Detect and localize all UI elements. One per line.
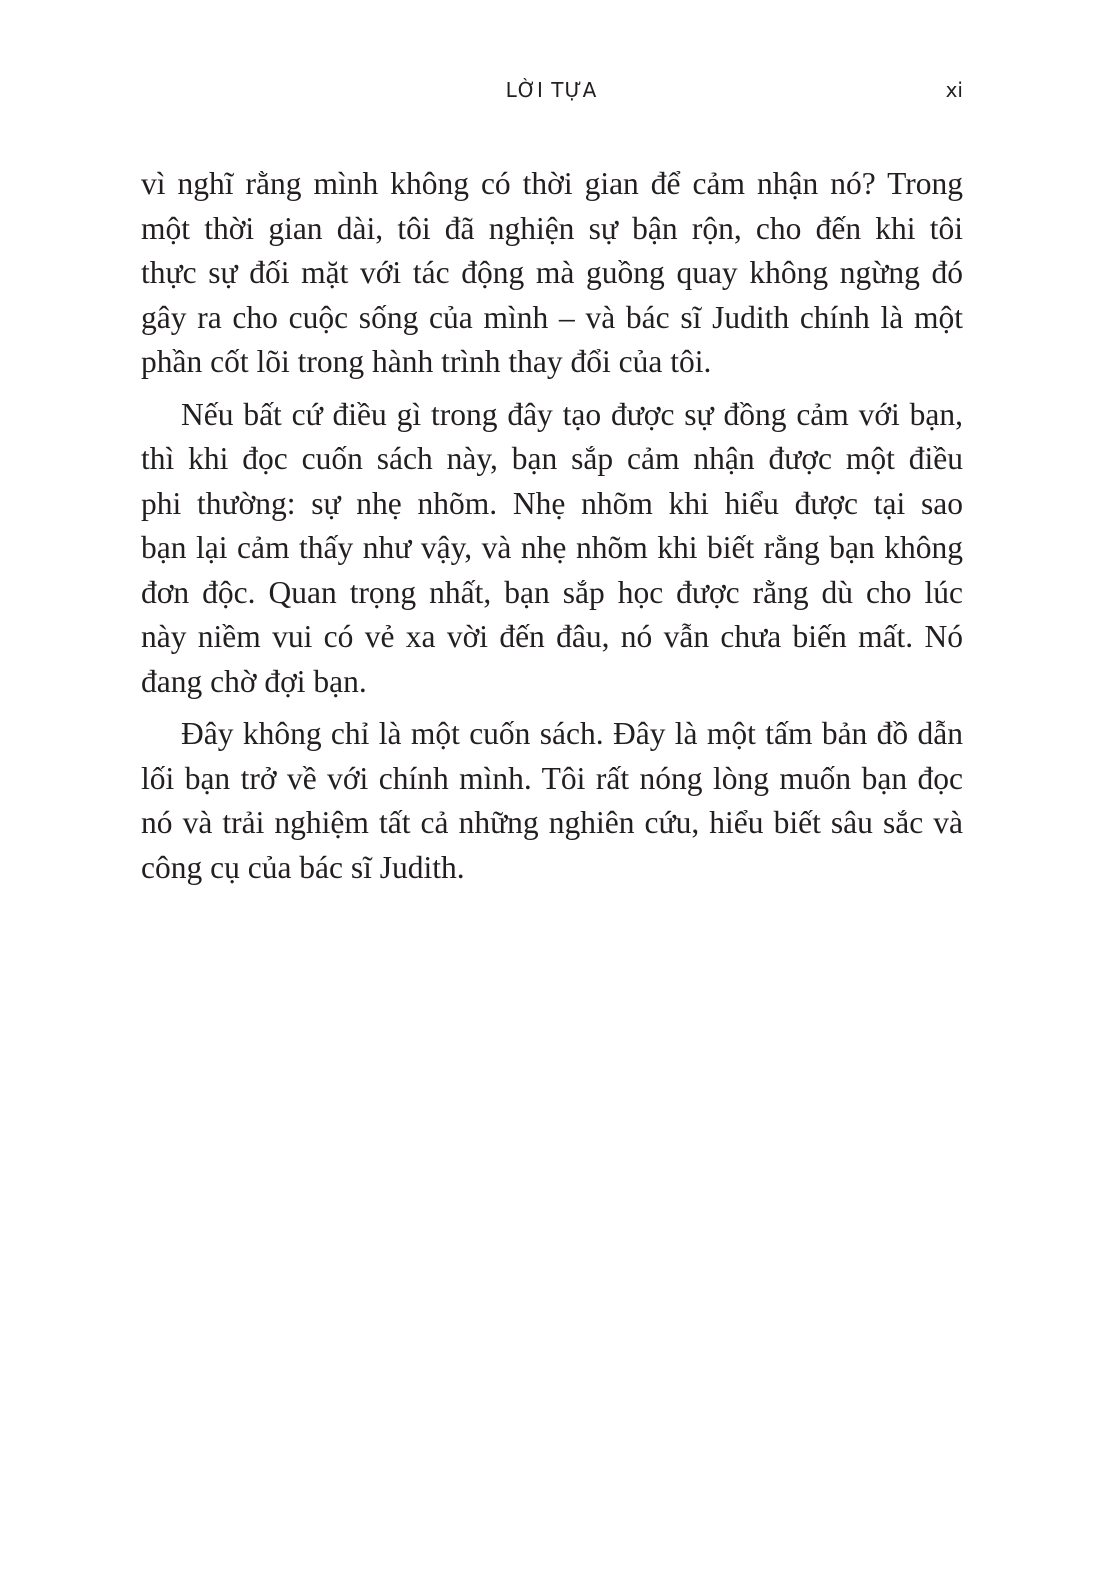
text-line: thực sự đối mặt với tác động mà guồng quay không ngừng đó — [141, 255, 963, 290]
text-line: nó và trải nghiệm tất cả những nghiên cứu, hiểu biết sâu sắc và — [141, 805, 963, 840]
text-line: Đây không chỉ là một cuốn sách. Đây là một tấm bản đồ dẫn — [181, 716, 963, 751]
text-line: lối bạn trở về với chính mình. Tôi rất nóng lòng muốn bạn đọc — [141, 760, 963, 796]
text-line: gây ra cho cuộc sống của mình – và bác sĩ Judith chính là một — [141, 299, 963, 335]
paragraph-2 — [141, 393, 963, 705]
paragraph-1 — [141, 162, 963, 385]
body-text — [141, 162, 963, 890]
running-title: LỜI TỰA — [505, 78, 598, 102]
text-line: này niềm vui có vẻ xa vời đến đâu, nó vẫn chưa biến mất. Nó — [141, 619, 963, 654]
paragraph-3 — [141, 712, 963, 890]
text-line: bạn lại cảm thấy như vậy, và nhẹ nhõm khi biết rằng bạn không — [141, 530, 963, 565]
text-line: đơn độc. Quan trọng nhất, bạn sắp học được rằng dù cho lúc — [141, 574, 963, 610]
text-line: thì khi đọc cuốn sách này, bạn sắp cảm nhận được một điều — [141, 441, 963, 476]
text-line: Nếu bất cứ điều gì trong đây tạo được sự đồng cảm với bạn, — [181, 396, 963, 432]
text-line: một thời gian dài, tôi đã nghiện sự bận rộn, cho đến khi tôi — [141, 210, 963, 246]
text-line: phi thường: sự nhẹ nhõm. Nhẹ nhõm khi hiểu được tại sao — [141, 485, 963, 521]
text-line: công cụ của bác sĩ Judith. — [141, 849, 465, 885]
text-line: phần cốt lõi trong hành trình thay đổi của tôi. — [141, 344, 712, 379]
running-header — [0, 78, 1103, 108]
text-line: vì nghĩ rằng mình không có thời gian để cảm nhận nó? Trong — [141, 166, 963, 201]
text-line: đang chờ đợi bạn. — [141, 663, 367, 699]
page-number: xi — [945, 78, 963, 102]
